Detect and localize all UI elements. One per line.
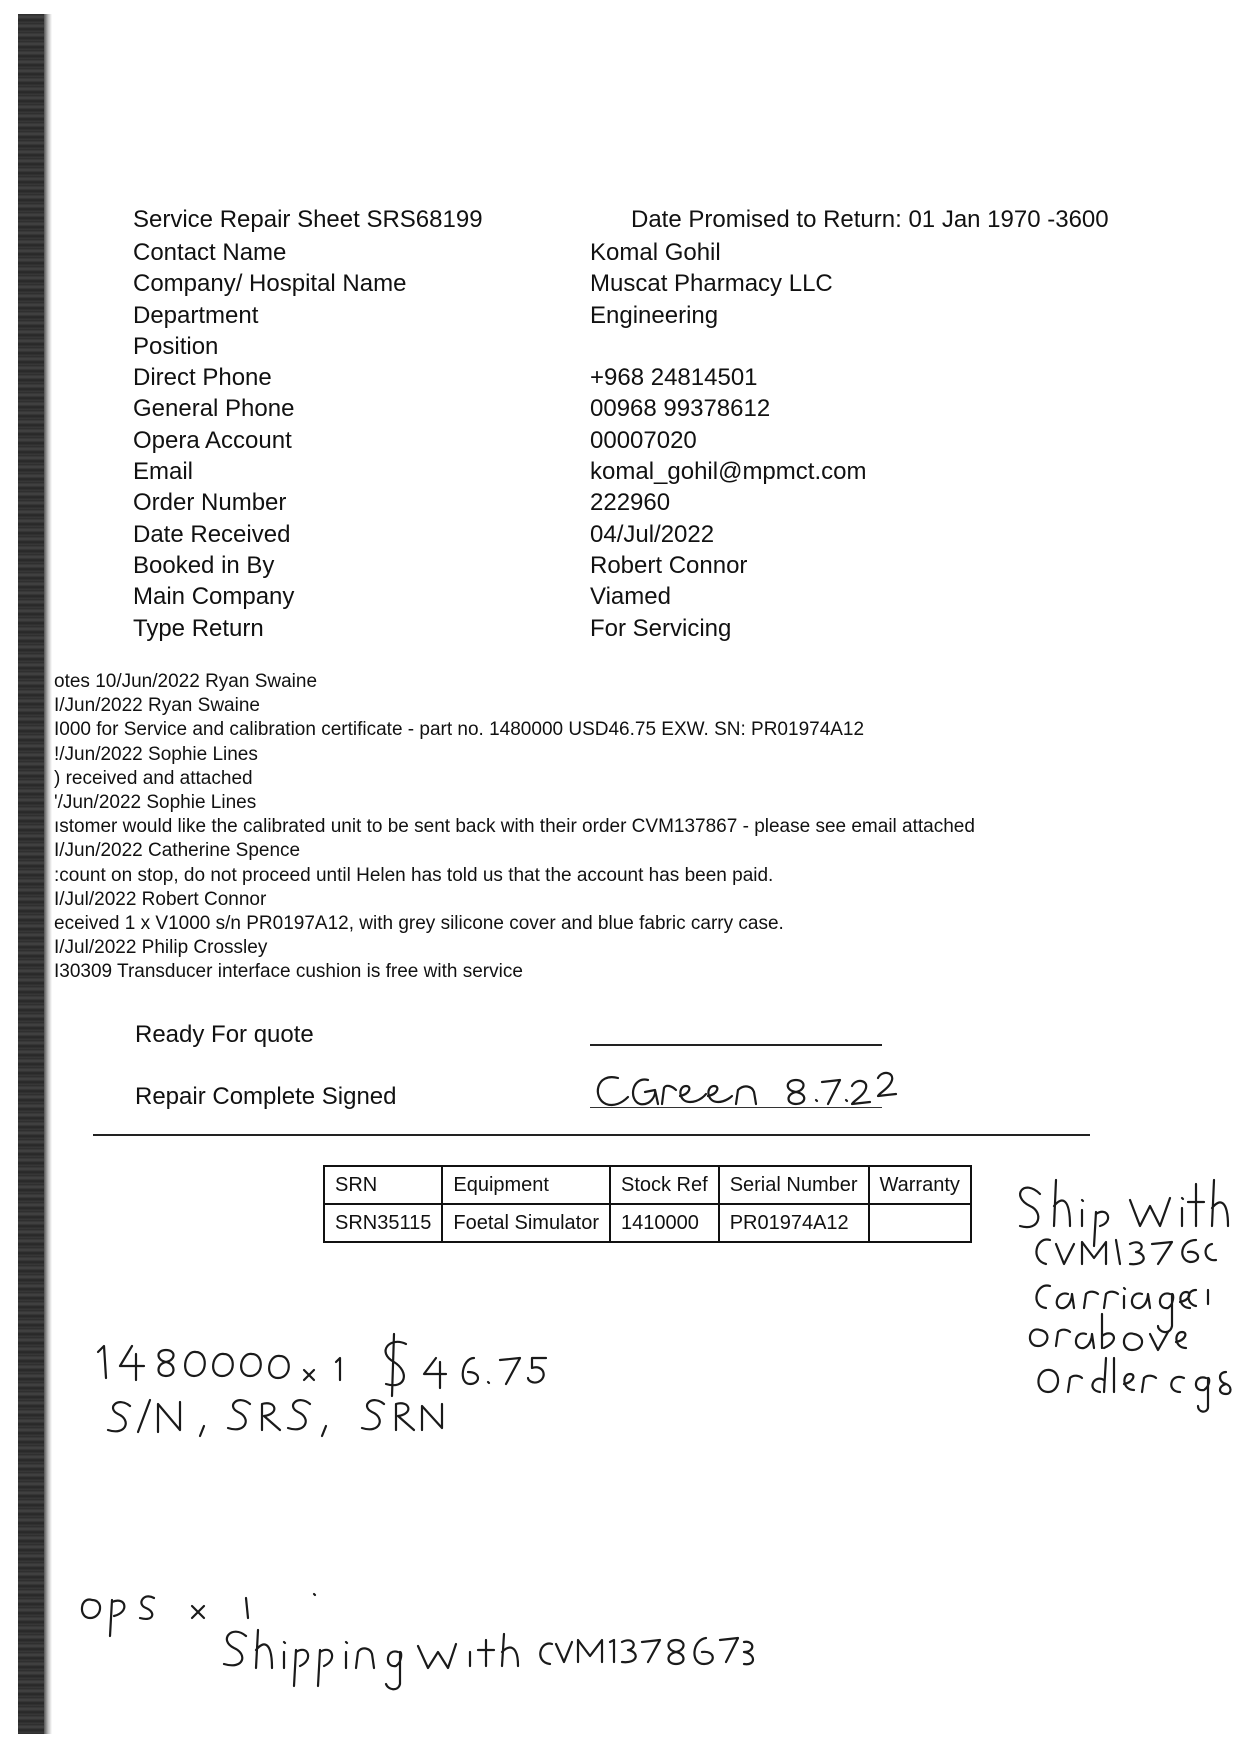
field-value: Viamed: [590, 583, 671, 611]
section-divider: [93, 1134, 1090, 1136]
field-value: Robert Connor: [590, 551, 748, 579]
repair-complete-line: [590, 1107, 882, 1108]
column-header: Stock Ref: [610, 1166, 719, 1204]
field-label: Type Return: [133, 614, 264, 642]
field-label: Main Company: [133, 583, 295, 611]
field-label: Email: [133, 458, 194, 486]
date-promised: Date Promised to Return: 01 Jan 1970 -3600: [631, 206, 1109, 233]
column-header: SRN: [324, 1166, 442, 1204]
note-line: '/Jun/2022 Sophie Lines: [54, 791, 257, 813]
field-value: komal_gohil@mpmct.com: [590, 458, 867, 486]
column-header: Serial Number: [719, 1166, 869, 1204]
note-line: I/Jul/2022 Robert Connor: [54, 888, 267, 910]
note-line: ıstomer would like the calibrated unit to be sent back with their order CVM137867 - please see email attached: [54, 816, 975, 838]
note-line: !/Jun/2022 Sophie Lines: [54, 743, 258, 765]
field-label: Opera Account: [133, 426, 292, 454]
table-cell: Foetal Simulator: [442, 1204, 610, 1242]
field-label: Direct Phone: [133, 364, 272, 392]
note-line: otes 10/Jun/2022 Ryan Swaine: [54, 671, 318, 692]
field-value: +968 24814501: [590, 364, 758, 392]
note-line: I30309 Transducer interface cushion is free with service: [54, 961, 523, 983]
table-cell: [869, 1204, 971, 1242]
note-line: eceived 1 x V1000 s/n PR0197A12, with grey silicone cover and blue fabric carry case.: [54, 912, 784, 934]
note-line: I/Jun/2022 Catherine Spence: [54, 840, 301, 862]
field-value: 00007020: [590, 426, 697, 454]
field-label: Company/ Hospital Name: [133, 270, 407, 298]
table-cell: SRN35115: [324, 1204, 442, 1242]
note-line: ) received and attached: [54, 767, 253, 789]
ready-for-quote-label: Ready For quote: [135, 1021, 314, 1048]
field-label: Contact Name: [133, 239, 287, 266]
note-line: I/Jul/2022 Philip Crossley: [54, 937, 268, 959]
field-label: Booked in By: [133, 551, 275, 579]
field-value: Komal Gohil: [590, 239, 721, 266]
field-value: 04/Jul/2022: [590, 520, 715, 548]
field-label: Date Received: [133, 520, 291, 548]
field-label: Order Number: [133, 489, 287, 517]
note-line: I/Jun/2022 Ryan Swaine: [54, 695, 260, 717]
field-value: Muscat Pharmacy LLC: [590, 270, 833, 298]
note-line: I000 for Service and calibration certificate - part no. 1480000 USD46.75 EXW. SN: PR01974A12: [54, 719, 865, 741]
column-header: Warranty: [869, 1166, 971, 1204]
repair-complete-label: Repair Complete Signed: [135, 1083, 397, 1110]
field-value: Engineering: [590, 301, 719, 329]
field-label: Position: [133, 332, 219, 360]
table-row: [324, 1204, 971, 1242]
table-cell: 1410000: [610, 1204, 719, 1242]
field-value: For Servicing: [590, 614, 732, 642]
table-cell: PR01974A12: [719, 1204, 869, 1242]
table-header-row: [324, 1166, 971, 1204]
note-line: :count on stop, do not proceed until Helen has told us that the account has been paid.: [54, 864, 774, 886]
field-value: 00968 99378612: [590, 395, 771, 423]
field-label: General Phone: [133, 395, 295, 423]
field-label: Department: [133, 301, 259, 329]
sheet-title: Service Repair Sheet SRS68199: [133, 206, 483, 233]
equipment-table: [323, 1165, 972, 1243]
column-header: Equipment: [442, 1166, 610, 1204]
field-value: 222960: [590, 489, 671, 517]
